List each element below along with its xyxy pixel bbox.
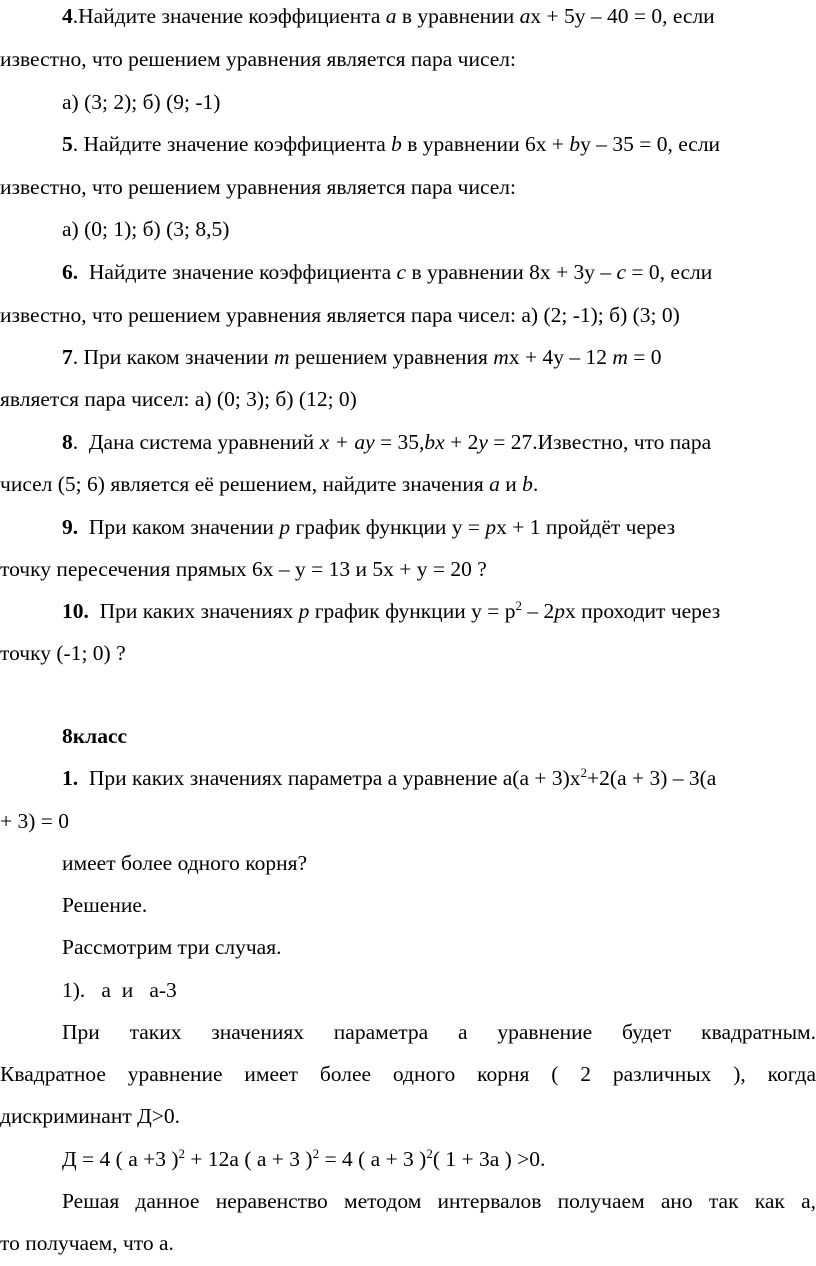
problem-10-line-1: 10. При каких значениях р график функции $у = р^2 - 2рх$ проходит через — [62, 598, 721, 623]
paragraph-2-line-1: Решая данное неравенство методом интервалов получаем ано так как а, — [62, 1189, 816, 1213]
problem-6-line-2: известно, что решением уравнения является пара чисел: а) (2; -1); б) (3; 0) — [0, 303, 680, 327]
question-1-line-1: 1. При каких значениях параметра а уравнение $а(а + 3)х^2+2(а + 3) - 3(а$ — [62, 765, 717, 790]
solution-label: Решение. — [62, 893, 148, 917]
case-1: 1). а и а-3 — [62, 978, 177, 1002]
problem-8-line-1: 8. Дана система уравнений x + ay = 35,bx + 2y = 27.Известно, что пара — [62, 430, 712, 454]
problem-8-line-2: чисел (5; 6) является её решением, найдите значения a и b. — [0, 472, 539, 496]
question-1-line-2: + 3) = 0 — [0, 809, 70, 833]
problem-5-options: а) (0; 1); б) (3; 8,5) — [62, 217, 230, 241]
grade-heading: 8класс — [62, 724, 128, 748]
discriminant-formula: Д = 4 ( а +3 )$^2$ + 12а ( а + 3 )$^2$ = 4 ( а + 3 )$^2$( 1 + 3а ) >0. — [62, 1146, 546, 1171]
problem-10-line-2: точку (-1; 0) ? — [0, 641, 126, 665]
problem-4-line-1: 4.Найдите значение коэффициента а в уравнении ах + 5у – 40 = 0, если — [62, 4, 715, 28]
problem-5-line-2: известно, что решением уравнения является пара чисел: — [0, 175, 517, 199]
problem-9-line-1: 9. При каком значении р график функции у = рх + 1 пройдёт через — [62, 515, 676, 539]
problem-4-line-2: известно, что решением уравнения является пара чисел: — [0, 47, 517, 71]
paragraph-1-line-1: При таких значениях параметра а уравнение будет квадратным. — [62, 1020, 816, 1044]
problem-4-options: а) (3; 2); б) (9; -1) — [62, 90, 221, 114]
paragraph-1-line-3: дискриминант Д>0. — [0, 1104, 181, 1128]
problem-5-line-1: 5. Найдите значение коэффициента b в уравнении 6х + bу – 35 = 0, если — [62, 132, 721, 156]
cases-intro: Рассмотрим три случая. — [62, 935, 282, 959]
problem-7-line-2: является пара чисел: а) (0; 3); б) (12; 0) — [0, 387, 357, 411]
paragraph-2-line-2: то получаем, что а. — [0, 1231, 174, 1255]
paragraph-1-line-2: Квадратное уравнение имеет более одного корня ( 2 различных ), когда — [0, 1062, 816, 1086]
problem-9-line-2: точку пересечения прямых 6х – у = 13 и 5х + у = 20 ? — [0, 557, 487, 581]
problem-7-line-1: 7. При каком значении m решением уравнения mх + 4у – 12 m = 0 — [62, 345, 662, 369]
problem-6-line-1: 6. Найдите значение коэффициента с в уравнении 8х + 3у – с = 0, если — [62, 260, 713, 284]
question-1-line-3: имеет более одного корня? — [62, 851, 308, 875]
